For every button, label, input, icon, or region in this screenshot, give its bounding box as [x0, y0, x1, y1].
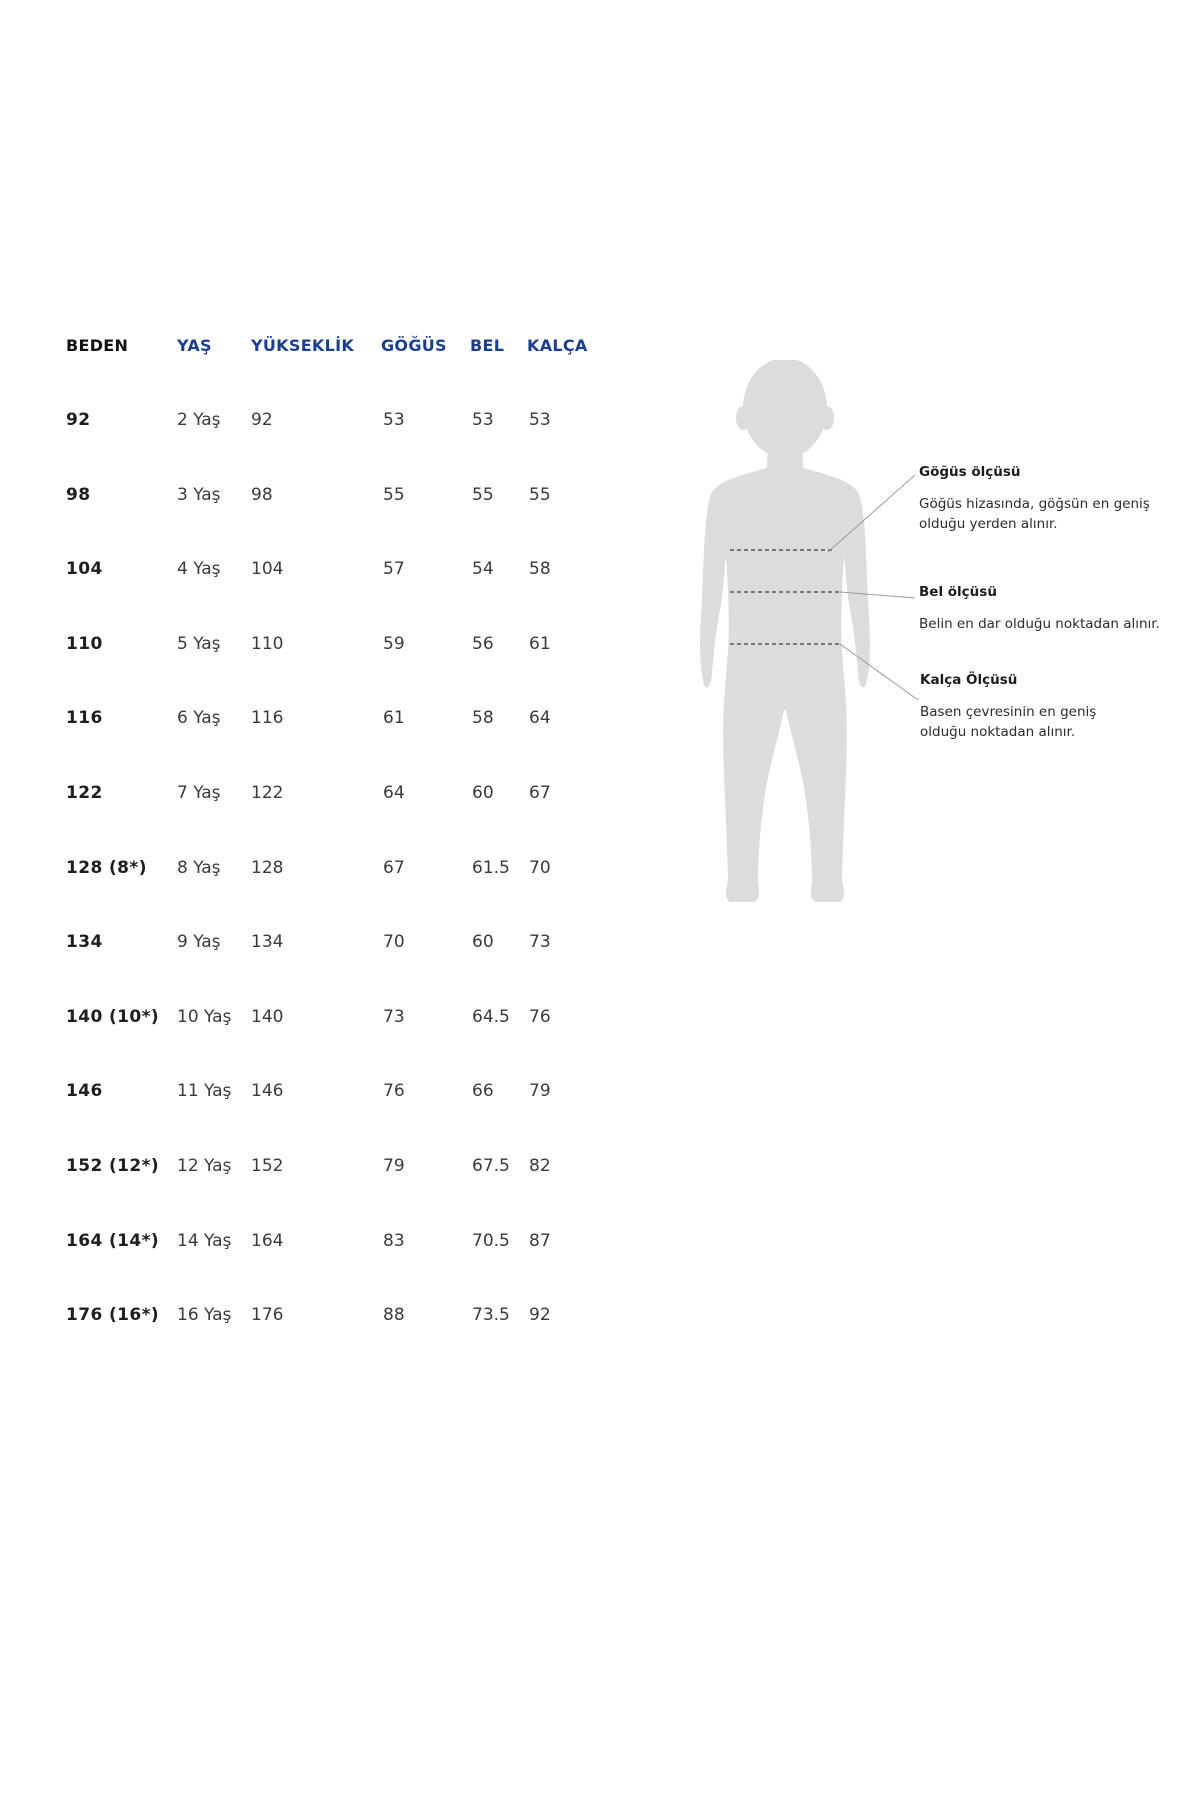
table-row: [0, 1305, 640, 1335]
chest-measure-title: Göğüs ölçüsü: [919, 464, 1021, 480]
cell-kalca: 64: [529, 708, 551, 729]
cell-gogus: 70: [383, 932, 405, 953]
cell-bel: 54: [472, 559, 494, 580]
cell-kalca: 82: [529, 1156, 551, 1176]
cell-gogus: 57: [383, 559, 405, 580]
table-row: [0, 932, 640, 962]
header-beden: BEDEN: [66, 336, 129, 355]
cell-beden: 92: [66, 410, 91, 430]
cell-bel: 56: [472, 633, 494, 654]
table-row: [0, 559, 640, 589]
cell-bel: 55: [472, 484, 494, 505]
cell-bel: 60: [472, 932, 494, 953]
cell-yas: 7 Yaş: [177, 783, 221, 803]
cell-yas: 4 Yaş: [177, 559, 221, 580]
cell-gogus: 53: [383, 410, 405, 430]
waist-measure-title: Bel ölçüsü: [919, 584, 997, 600]
header-gogus: GÖĞÜS: [381, 336, 447, 355]
cell-yukseklik: 140: [251, 1006, 284, 1027]
cell-yas: 5 Yaş: [177, 633, 221, 654]
cell-yukseklik: 122: [251, 783, 284, 803]
cell-gogus: 76: [383, 1081, 405, 1102]
cell-gogus: 67: [383, 857, 405, 878]
cell-yas: 3 Yaş: [177, 484, 221, 505]
cell-yas: 12 Yaş: [177, 1156, 232, 1176]
cell-beden: 110: [66, 633, 103, 654]
cell-gogus: 61: [383, 708, 405, 729]
cell-beden: 140 (10*): [66, 1006, 160, 1027]
header-yas: YAŞ: [177, 336, 212, 355]
cell-beden: 176 (16*): [66, 1305, 160, 1326]
table-row: [0, 858, 640, 888]
cell-bel: 67.5: [472, 1156, 510, 1176]
size-chart-table: [0, 0, 640, 1400]
cell-beden: 164 (14*): [66, 1230, 160, 1251]
cell-kalca: 79: [529, 1081, 551, 1102]
chest-measure-description: Göğüs hizasında, göğsün en geniş olduğu yerden alınır.: [919, 496, 1150, 532]
table-row: [0, 1156, 640, 1186]
child-silhouette-icon: [690, 360, 1200, 920]
cell-beden: 104: [66, 559, 103, 580]
cell-yas: 14 Yaş: [177, 1230, 232, 1251]
cell-bel: 60: [472, 783, 494, 803]
table-row: [0, 708, 640, 738]
table-row: [0, 634, 640, 664]
cell-yas: 9 Yaş: [177, 932, 221, 953]
table-row: [0, 485, 640, 515]
cell-kalca: 73: [529, 932, 551, 953]
table-row: [0, 1007, 640, 1037]
cell-beden: 98: [66, 484, 91, 505]
cell-yas: 8 Yaş: [177, 857, 221, 878]
cell-yukseklik: 152: [251, 1156, 284, 1176]
cell-yukseklik: 164: [251, 1230, 284, 1251]
table-row: [0, 1231, 640, 1261]
cell-bel: 53: [472, 410, 494, 430]
cell-beden: 128 (8*): [66, 857, 147, 878]
cell-yukseklik: 116: [251, 708, 284, 729]
measurement-guide: [690, 360, 1200, 920]
cell-gogus: 55: [383, 484, 405, 505]
cell-yukseklik: 104: [251, 559, 284, 580]
cell-yukseklik: 98: [251, 484, 273, 505]
cell-bel: 61.5: [472, 857, 510, 878]
cell-bel: 58: [472, 708, 494, 729]
cell-yukseklik: 176: [251, 1305, 284, 1326]
cell-kalca: 55: [529, 484, 551, 505]
cell-gogus: 64: [383, 783, 405, 803]
cell-beden: 116: [66, 708, 103, 729]
cell-yas: 11 Yaş: [177, 1081, 232, 1102]
cell-bel: 73.5: [472, 1305, 510, 1326]
cell-beden: 134: [66, 932, 103, 953]
hip-measure-description: Basen çevresinin en geniş olduğu noktadan alınır.: [920, 704, 1097, 740]
table-row: [0, 410, 640, 440]
cell-kalca: 53: [529, 410, 551, 430]
cell-beden: 146: [66, 1081, 103, 1102]
cell-gogus: 59: [383, 633, 405, 654]
cell-gogus: 73: [383, 1006, 405, 1027]
table-row: [0, 1081, 640, 1111]
cell-gogus: 79: [383, 1156, 405, 1176]
hip-leader-line: [840, 644, 918, 700]
cell-kalca: 70: [529, 857, 551, 878]
cell-gogus: 88: [383, 1305, 405, 1326]
header-yukseklik: YÜKSEKLİK: [251, 336, 355, 355]
cell-yukseklik: 128: [251, 857, 284, 878]
cell-kalca: 61: [529, 633, 551, 654]
cell-yas: 2 Yaş: [177, 410, 221, 430]
cell-kalca: 76: [529, 1006, 551, 1027]
cell-kalca: 58: [529, 559, 551, 580]
hip-measure-title: Kalça Ölçüsü: [920, 672, 1018, 688]
cell-kalca: 67: [529, 783, 551, 803]
cell-beden: 122: [66, 783, 103, 803]
cell-yukseklik: 92: [251, 410, 273, 430]
table-row: [0, 783, 640, 813]
cell-bel: 64.5: [472, 1006, 510, 1027]
cell-yas: 10 Yaş: [177, 1006, 232, 1027]
cell-beden: 152 (12*): [66, 1156, 160, 1176]
cell-gogus: 83: [383, 1230, 405, 1251]
cell-yukseklik: 146: [251, 1081, 284, 1102]
cell-kalca: 92: [529, 1305, 551, 1326]
cell-yas: 16 Yaş: [177, 1305, 232, 1326]
header-bel: BEL: [470, 336, 505, 355]
header-kalca: KALÇA: [527, 336, 588, 355]
waist-measure-description: Belin en dar olduğu noktadan alınır.: [919, 616, 1160, 632]
cell-kalca: 87: [529, 1230, 551, 1251]
cell-bel: 66: [472, 1081, 494, 1102]
cell-yas: 6 Yaş: [177, 708, 221, 729]
cell-yukseklik: 110: [251, 633, 284, 654]
cell-yukseklik: 134: [251, 932, 284, 953]
cell-bel: 70.5: [472, 1230, 510, 1251]
